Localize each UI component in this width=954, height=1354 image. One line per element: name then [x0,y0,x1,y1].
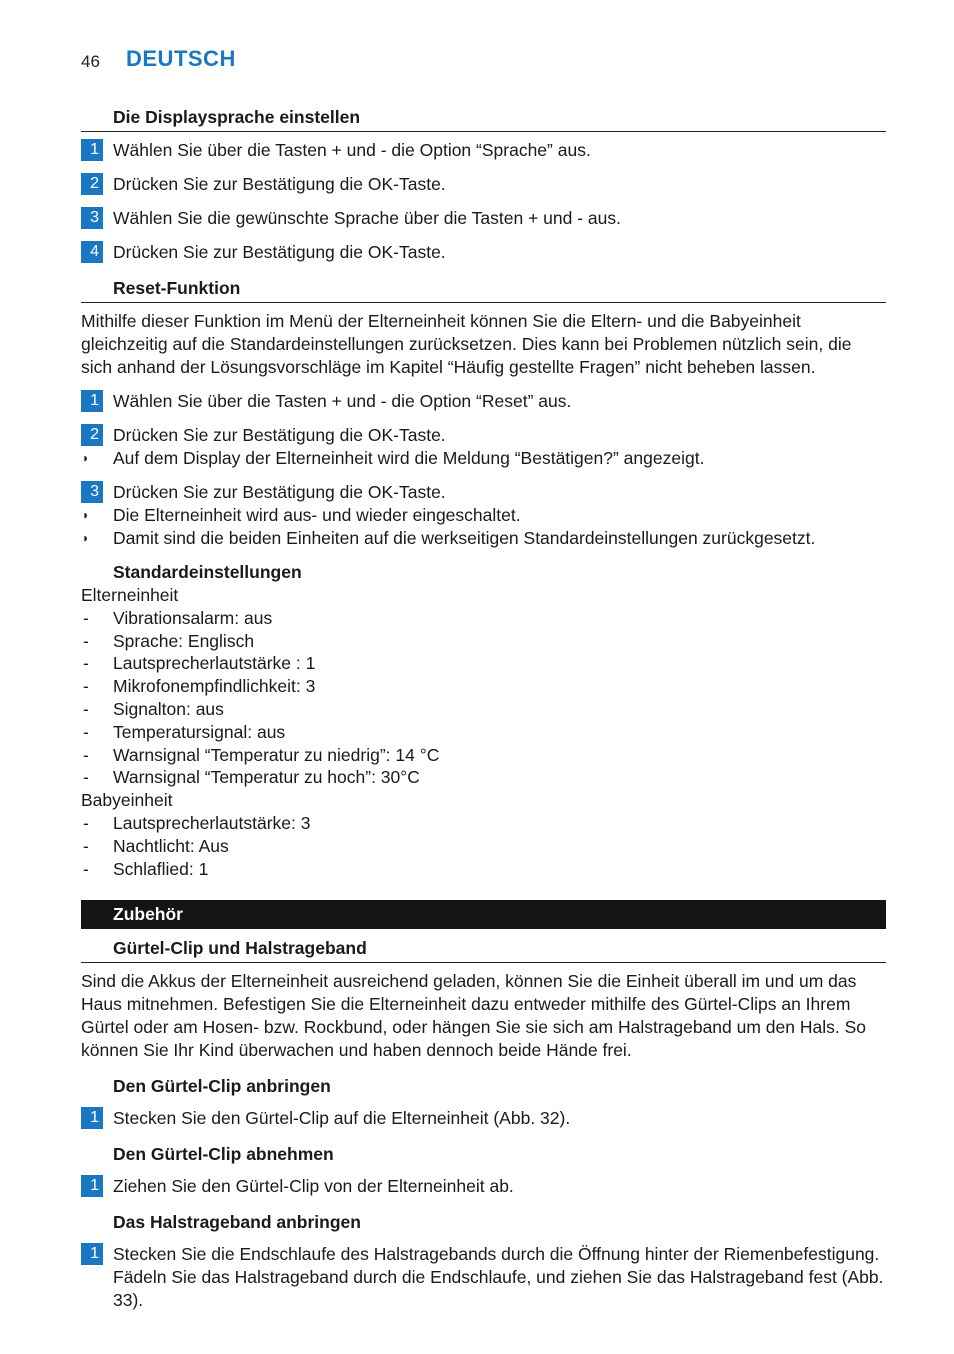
dash-marker: - [83,812,89,833]
step-text: Drücken Sie zur Bestätigung die OK-Taste. [113,482,446,502]
subsection-heading: Den Gürtel-Clip abnehmen [113,1144,334,1165]
step-text: Drücken Sie zur Bestätigung die OK-Taste. [113,174,446,194]
step-number: 2 [81,173,103,195]
step-text: Stecken Sie den Gürtel-Clip auf die Elterneinheit (Abb. 32). [113,1108,571,1129]
list-item [81,744,886,767]
list-item [81,675,886,698]
step-item [81,1243,886,1312]
step-number: 1 [81,1243,103,1265]
page-content [81,104,886,1323]
dash-marker: - [83,607,89,628]
dash-marker: - [83,744,89,765]
result-text: Die Elterneinheit wird aus- und wieder eingeschaltet. [113,505,521,525]
reset-section [81,275,886,550]
list-item [81,652,886,675]
step-number: 2 [81,424,103,446]
accessories-section [81,900,886,1312]
result-item [81,504,886,527]
step-item [81,481,886,504]
group-label: Elterneinheit [81,585,179,605]
result-text: Auf dem Display der Elterneinheit wird die Meldung “Bestätigen?” angezeigt. [113,448,705,468]
list-item [81,835,886,858]
step-item [81,241,886,264]
result-arrow-icon: ◗ [82,451,90,465]
step-text: Drücken Sie zur Bestätigung die OK-Taste. [113,425,446,445]
step-item [81,207,886,230]
result-item [81,527,886,550]
step-item [81,1175,886,1198]
list-item-text: Warnsignal “Temperatur zu niedrig”: 14 °C [113,744,440,765]
list-item-text: Signalton: aus [113,698,224,719]
list-item-text: Lautsprecherlautstärke: 3 [113,812,311,833]
result-arrow-icon: ◗ [82,531,90,545]
list-item [81,721,886,744]
step-number: 1 [81,390,103,412]
list-item-text: Schlaflied: 1 [113,858,209,879]
step-item [81,139,886,162]
dash-marker: - [83,676,89,697]
step-number: 3 [81,207,103,229]
step-number: 4 [81,241,103,263]
dash-marker: - [83,835,89,856]
step-text: Wählen Sie über die Tasten + und - die Option “Sprache” aus. [113,140,591,160]
result-item [81,447,886,470]
list-item-text: Warnsignal “Temperatur zu hoch”: 30°C [113,767,420,788]
step-item [81,424,886,447]
list-item [81,812,886,835]
list-item [81,766,886,789]
step-number: 1 [81,1107,103,1129]
result-arrow-icon: ◗ [82,508,90,522]
dash-marker: - [83,630,89,651]
list-item-text: Mikrofonempfindlichkeit: 3 [113,676,316,697]
list-item-text: Temperatursignal: aus [113,721,286,742]
step-item [81,390,886,413]
dash-marker: - [83,698,89,719]
list-item-text: Lautsprecherlautstärke : 1 [113,653,316,674]
step-item [81,173,886,196]
dash-marker: - [83,858,89,879]
dash-marker: - [83,721,89,742]
step-text: Stecken Sie die Endschlaufe des Halstragebands durch die Öffnung hinter der Riemenbefestigung. Fädeln Sie das Halstrageband durch die Endschlaufe, und ziehen Sie das Halstrageband fest (Abb. 33). [113,1244,884,1311]
subsection-heading: Standardeinstellungen [113,562,302,582]
paragraph: Sind die Akkus der Elterneinheit ausreichend geladen, können Sie die Einheit überall im und um das Haus mitnehmen. Befestigen Sie die Elterneinheit dazu entweder mithilfe des Gürtel-Clips an Ihrem Gürtel oder am Hosen- bzw. Rockbund, oder hängen Sie sie sich am Halstrageband um den Hals. So können Sie Ihr Kind überwachen und haben dennoch beide Hände frei. [81,971,867,1061]
list-item [81,630,886,653]
list-item-text: Vibrationsalarm: aus [113,607,273,628]
step-text: Wählen Sie die gewünschte Sprache über die Tasten + und - aus. [113,208,621,228]
page-number: 46 [81,52,100,71]
list-item-text: Sprache: Englisch [113,630,255,651]
group-label: Babyeinheit [81,790,173,811]
subsection-heading: Das Halstrageband anbringen [113,1212,361,1233]
list-item [81,607,886,630]
result-text: Damit sind die beiden Einheiten auf die werkseitigen Standardeinstellungen zurückgesetzt. [113,528,816,548]
list-item [81,698,886,721]
step-number: 1 [81,1175,103,1197]
step-text: Drücken Sie zur Bestätigung die OK-Taste. [113,242,446,262]
subsection-heading: Den Gürtel-Clip anbringen [113,1076,331,1097]
dash-marker: - [83,653,89,674]
step-text: Ziehen Sie den Gürtel-Clip von der Elterneinheit ab. [113,1176,514,1197]
paragraph: Mithilfe dieser Funktion im Menü der Elterneinheit können Sie die Eltern- und die Babyeinheit gleichzeitig auf die Standardeinstellungen zurücksetzen. Dies kann bei Problemen nützlich sein, die sich anhand der Lösungsvorschläge im Kapitel “Häufig gestellte Fragen” nicht beheben lassen. [81,311,852,377]
step-number: 1 [81,139,103,161]
step-number: 3 [81,481,103,503]
section-heading: Die Displaysprache einstellen [81,104,886,132]
list-item [81,858,886,881]
step-text: Wählen Sie über die Tasten + und - die Option “Reset” aus. [113,391,572,411]
language-heading: DEUTSCH [126,46,236,71]
chapter-heading-bar: Zubehör [81,900,886,929]
defaults-section [81,561,886,880]
dash-marker: - [83,767,89,788]
list-item-text: Nachtlicht: Aus [113,835,229,856]
step-item [81,1107,886,1130]
section-heading: Gürtel-Clip und Halstrageband [81,935,886,963]
section-heading: Reset-Funktion [81,275,886,303]
display-language-section [81,104,886,264]
